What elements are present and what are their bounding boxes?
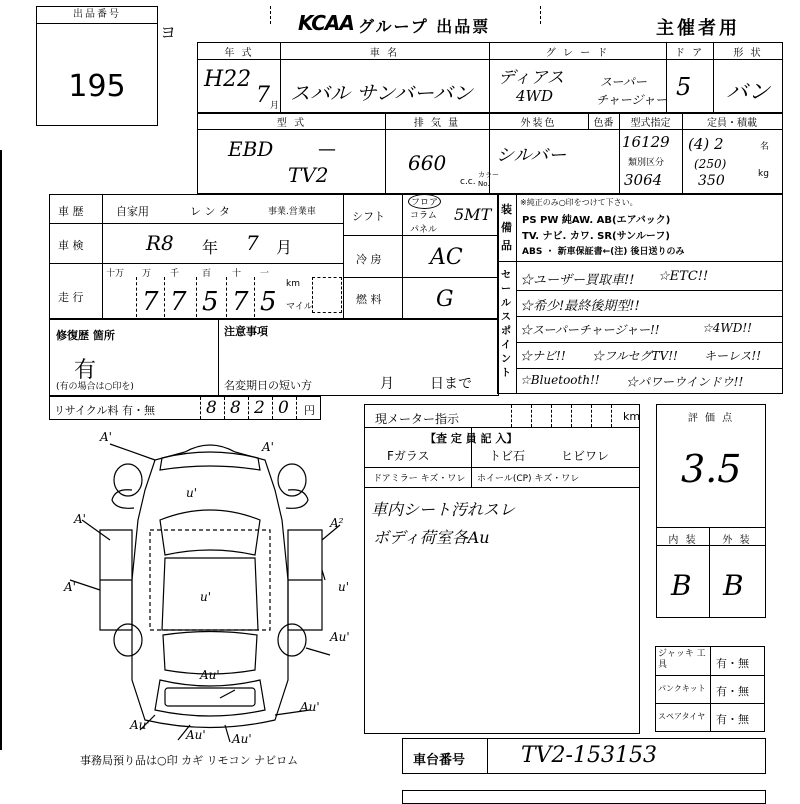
model-spec-header: 型式指定: [630, 118, 671, 129]
grade-label: 評 価 点: [687, 413, 735, 424]
shift-value: 5MT: [454, 205, 492, 224]
damage-mark-5: A²: [330, 516, 344, 530]
edge-bar: [0, 150, 2, 750]
inspection-month-label: 月: [276, 238, 293, 257]
grade-line-3: スーパー: [600, 75, 647, 89]
damage-mark-3: A': [64, 580, 76, 594]
mileage-digit-3: 5: [202, 287, 219, 317]
lot-number: 195: [68, 69, 126, 104]
chassis-box: [402, 738, 766, 774]
sponsor-label: 主催者用: [656, 18, 740, 39]
spare-yesno: 有・無: [716, 713, 749, 726]
tools-box: [655, 646, 765, 732]
left-char: ヨ: [160, 23, 177, 42]
class-label: 類別区分: [628, 158, 665, 168]
interior-grade: B: [671, 569, 692, 602]
name-header: 車 名: [369, 48, 400, 59]
mileage-label: 走 行: [58, 291, 84, 304]
grade-header: グ レ ー ド: [545, 48, 610, 59]
meter-label: 現メーター指示: [375, 412, 460, 426]
model-spec-value: 16129: [622, 133, 670, 151]
door-header: ド ア: [674, 48, 705, 59]
repair-note: (有の場合は○印を): [56, 382, 134, 392]
repair-notes-box: [49, 318, 499, 396]
sales-point-3: ☆希少!最終後期型!!: [520, 299, 640, 314]
grade-line-2: 4WD: [516, 87, 553, 105]
sales-point-6: ☆ナビ!!: [520, 349, 566, 363]
history-label: 車 歴: [58, 205, 84, 218]
sales-point-9: ☆Bluetooth!!: [520, 373, 600, 387]
notes-month: 月: [380, 376, 394, 392]
displacement-value: 660: [408, 151, 447, 175]
damage-mark-7: u': [200, 590, 212, 604]
year-header: 年 式: [224, 48, 254, 59]
mileage-digit-5: 5: [260, 287, 277, 317]
displacement-header: 排 気 量: [413, 118, 461, 129]
meter-km: km: [623, 410, 641, 423]
inspector-box: [364, 404, 640, 734]
load-old: (250): [694, 157, 727, 171]
tick-mark: [270, 6, 271, 24]
color-value: シルバー: [496, 145, 567, 166]
mileage-digit-1: 7: [142, 287, 159, 317]
mileage-unit-5: 一: [260, 269, 270, 279]
model-header: 型 式: [276, 118, 307, 129]
month-unit: 月: [270, 101, 280, 111]
inspection-era: R8: [146, 231, 174, 255]
sales-point-8: キーレス!!: [704, 349, 762, 363]
history-rental: レ ン タ: [190, 205, 230, 218]
row-year-name: [197, 42, 783, 114]
sales-point-5: ☆4WD!!: [702, 321, 752, 335]
equipment-line-2: TV. ナビ. カワ. SR(サンルーフ): [522, 231, 670, 242]
inspector-comment-2: ボディ荷室各Au: [373, 528, 490, 547]
capacity-header: 定員・積載: [707, 118, 757, 129]
load-value: 350: [698, 173, 725, 189]
grade-line-4: チャージャー: [596, 93, 668, 107]
repair-label: 修復歴 箇所: [56, 329, 115, 342]
year-value: H22: [204, 67, 252, 92]
chassis-label: 車台番号: [413, 753, 466, 768]
equipment-box: [497, 194, 783, 394]
jack-label: ジャッキ 工具: [658, 649, 706, 670]
mileage-mile: マイル: [286, 302, 313, 312]
overall-grade: 3.5: [681, 447, 742, 491]
crack-label: ヒビワレ: [561, 449, 610, 463]
equipment-line-1: PS PW 純AW. AB(エアバック): [522, 215, 671, 226]
damage-mark-4: A': [262, 440, 274, 454]
body-shape: バン: [726, 80, 771, 105]
inspector-comment-1: 車内シート汚れスレ: [371, 500, 516, 519]
load-unit: kg: [758, 169, 769, 179]
equipment-note: ※純正のみ○印をつけて下さい。: [520, 198, 638, 207]
mileage-unit-4: 十: [232, 269, 242, 279]
damage-mark-11: Au': [300, 700, 320, 714]
inspection-month: 7: [246, 231, 259, 255]
exterior-grade: B: [723, 569, 744, 602]
recycle-digit-1: 8: [206, 398, 217, 418]
damage-mark-14: Au': [232, 732, 252, 746]
recycle-box: [49, 396, 321, 420]
inspector-title: 【査 定 員 記 入】: [425, 432, 518, 445]
brand-logo: KCAA: [298, 11, 354, 35]
damage-mark-1: A': [100, 430, 112, 444]
mileage-digit-4: 7: [232, 287, 249, 317]
tobi-label: トビ石: [489, 449, 526, 463]
damage-mark-12: Au': [130, 718, 150, 732]
recycle-digit-2: 8: [230, 398, 241, 418]
recycle-unit: 円: [304, 404, 315, 417]
damage-mark-10: Au': [200, 668, 220, 682]
jack-yesno: 有・無: [716, 657, 749, 670]
color-no-label: カラー No.: [478, 171, 499, 188]
inspection-year-label: 年: [202, 238, 219, 257]
grade-line-1: ディアス: [498, 68, 564, 88]
shift-panel: パネル: [410, 225, 438, 235]
damage-mark-2: A': [74, 512, 86, 526]
interior-label: 内 装: [668, 535, 698, 546]
recycle-label: リサイクル料 有・無: [54, 404, 155, 417]
short-change-label: 名変期日の短い方: [224, 379, 312, 392]
equipment-line-3: ABS ・ 新車保証書←(注) 後日送りのみ: [522, 247, 685, 257]
capacity-unit: 名: [760, 142, 770, 152]
mileage-unit-2: 千: [170, 269, 180, 279]
notes-day: 日まで: [430, 376, 472, 392]
sales-point-10: ☆パワーウインドウ!!: [626, 375, 744, 389]
mirror-label: ドアミラー キズ・ワレ: [373, 474, 466, 484]
ac-label: 冷 房: [356, 253, 382, 266]
chassis-value: TV2-153153: [521, 743, 657, 768]
mile-box: [312, 277, 342, 313]
sales-point-4: ☆スーパーチャージャー!!: [520, 323, 660, 337]
wheel-label: ホイール(CP) キズ・ワレ: [477, 474, 580, 484]
mileage-km: km: [286, 279, 300, 289]
office-items: 事務局預り品は○印 カギ リモコン ナビロム: [80, 754, 299, 767]
history-private: 自家用: [116, 205, 149, 218]
mileage-unit-0: 十万: [106, 269, 125, 279]
shift-floor: フロア: [408, 194, 441, 209]
fuel-value: G: [436, 287, 454, 312]
door-count: 5: [676, 73, 692, 101]
car-name: スバル サンバーバン: [290, 81, 473, 105]
f-glass-label: Fガラス: [387, 449, 430, 463]
mileage-digit-2: 7: [170, 287, 187, 317]
capacity-value: (4) 2: [688, 135, 724, 153]
equipment-label: 装備品: [501, 203, 512, 252]
page-title: グループ 出品票: [358, 17, 491, 36]
recycle-digit-4: 0: [278, 398, 289, 418]
row-model: [197, 112, 783, 194]
fuel-label: 燃 料: [356, 293, 382, 306]
ac-value: AC: [430, 245, 463, 270]
mileage-unit-3: 百: [202, 269, 212, 279]
tick-mark: [540, 6, 541, 24]
recycle-digit-3: 2: [254, 398, 265, 418]
sales-points-label: セールスポイント: [501, 270, 511, 379]
repair-value: 有: [74, 358, 97, 383]
damage-mark-13: Au': [186, 728, 206, 742]
model-dash: —: [318, 139, 336, 160]
damage-mark-6: u': [186, 486, 198, 500]
color-no-header: 色番: [593, 118, 614, 129]
puncture-yesno: 有・無: [716, 685, 749, 698]
bottom-strip: [402, 790, 766, 804]
notes-label: 注意事項: [224, 325, 268, 338]
inspection-label: 車 検: [58, 239, 84, 252]
middle-section: [49, 194, 499, 320]
shift-label: シフト: [352, 210, 385, 223]
history-business: 事業.営業車: [268, 207, 316, 217]
month-value: 7: [256, 83, 270, 108]
damage-mark-8: u': [338, 580, 350, 594]
exterior-label: 外 装: [722, 535, 752, 546]
puncture-label: パンクキット: [658, 684, 706, 693]
mileage-unit-1: 万: [142, 269, 152, 279]
spare-label: スペアタイヤ: [658, 712, 706, 721]
shape-header: 形 状: [733, 48, 763, 59]
cc-unit: c.c.: [460, 177, 476, 187]
lot-box: [36, 6, 158, 126]
model-code: TV2: [288, 163, 329, 187]
color-header: 外装色: [520, 118, 557, 129]
sales-point-1: ☆ユーザー買取車!!: [520, 273, 635, 288]
lot-label: 出品番号: [37, 7, 157, 24]
sales-point-2: ☆ETC!!: [658, 269, 709, 284]
shift-column: コラム: [410, 211, 437, 221]
sales-point-7: ☆フルセグTV!!: [592, 349, 678, 363]
damage-mark-9: Au': [330, 630, 350, 644]
model-prefix: EBD: [228, 137, 274, 161]
grade-box: [656, 404, 766, 618]
class-value: 3064: [624, 171, 663, 189]
